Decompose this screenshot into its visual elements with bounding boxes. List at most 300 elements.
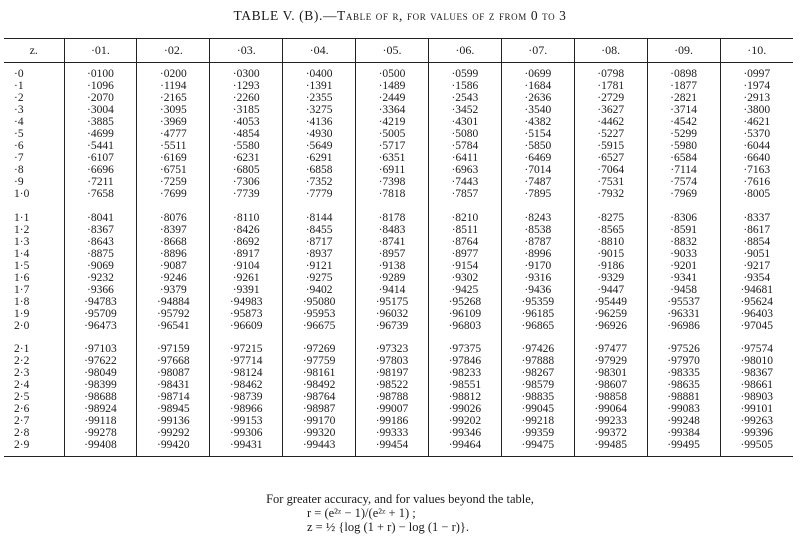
r-value-cell: ·99475 [501, 439, 574, 451]
r-value-cell: ·6640 [743, 152, 771, 165]
r-value-cell: ·7531 [574, 176, 647, 188]
r-value-cell: ·1489 [356, 80, 429, 92]
r-value-cell: ·5980 [647, 140, 720, 152]
r-value-cell: ·6527 [574, 152, 647, 164]
z-value-cell: 2·1 [4, 343, 64, 355]
r-value-cell: ·96803 [428, 320, 501, 332]
z-value-cell: ·8 [4, 164, 64, 176]
footnote-intro: For greater accuracy, and for values beyond the table, [266, 492, 534, 506]
r-value-cell: ·9425 [428, 284, 501, 296]
column-header: ·02. [137, 39, 210, 63]
group-spacer [4, 451, 793, 457]
r-value-cell: ·95268 [428, 296, 501, 308]
r-value-cell: ·6107 [64, 152, 137, 164]
table-row [4, 403, 793, 415]
z-value-cell: ·3 [4, 104, 64, 116]
r-value-cell: ·7616 [743, 176, 771, 189]
r-value-cell: ·1194 [137, 80, 210, 92]
r-value-cell: ·99233 [574, 415, 647, 427]
r-value-cell: ·98764 [283, 391, 356, 403]
table-row [4, 308, 793, 320]
r-value-cell: ·8367 [64, 224, 137, 236]
r-value-cell: ·8764 [428, 236, 501, 248]
z-value-cell: 2·9 [4, 439, 64, 451]
r-value-cell: ·8397 [137, 224, 210, 236]
r-value-cell: ·0100 [64, 68, 137, 80]
spacer-cell [64, 451, 137, 457]
spacer-cell [64, 201, 137, 212]
r-value-cell: ·2070 [64, 92, 137, 104]
z-value-cell: ·6 [4, 140, 64, 152]
r-value-cell: ·98367 [740, 367, 774, 380]
r-value-cell: ·97970 [647, 355, 720, 367]
z-value-cell: 1·4 [4, 248, 64, 260]
r-value-cell: ·98431 [137, 379, 210, 391]
r-value-cell: ·99292 [137, 427, 210, 439]
spacer-cell [283, 451, 356, 457]
r-value-cell: ·9275 [283, 272, 356, 284]
table-row [4, 188, 793, 200]
r-value-cell: ·8076 [137, 212, 210, 224]
table-row [4, 116, 793, 128]
r-value-cell: ·4053 [210, 116, 283, 128]
r-value-cell: ·9154 [428, 260, 501, 272]
z-value-cell: 1·5 [4, 260, 64, 272]
r-value-cell: ·98010 [740, 355, 774, 368]
r-value-cell: ·95709 [64, 308, 137, 320]
spacer-cell [4, 451, 64, 457]
r-value-cell: ·5370 [743, 128, 771, 141]
r-value-cell: ·96109 [428, 308, 501, 320]
table-row [4, 236, 793, 248]
r-value-cell: ·8178 [356, 212, 429, 224]
z-value-cell: ·7 [4, 152, 64, 164]
r-value-cell: ·98233 [428, 367, 501, 379]
z-value-cell: 2·4 [4, 379, 64, 391]
z-value-cell: ·1 [4, 80, 64, 92]
r-value-cell: ·98301 [574, 367, 647, 379]
r-value-cell: ·9015 [574, 248, 647, 260]
r-value-cell: ·8210 [428, 212, 501, 224]
r-value-cell: ·98335 [647, 367, 720, 379]
r-value-cell: ·7857 [428, 188, 501, 200]
r-value-cell: ·8483 [356, 224, 429, 236]
title-rest: —Table of r, for values of z from 0 to 3 [322, 8, 567, 23]
r-value-cell: ·9138 [356, 260, 429, 272]
spacer-cell [574, 201, 647, 212]
r-value-cell: ·9436 [501, 284, 574, 296]
table-row [4, 320, 793, 332]
r-value-cell: ·9121 [283, 260, 356, 272]
spacer-cell [356, 201, 429, 212]
table-row [4, 272, 793, 284]
r-value-cell: ·3095 [137, 104, 210, 116]
r-value-cell: ·9379 [137, 284, 210, 296]
r-value-cell: ·8810 [574, 236, 647, 248]
spacer-cell [356, 332, 429, 343]
table-row [4, 140, 793, 152]
r-value-cell: ·3004 [64, 104, 137, 116]
spacer-cell [501, 201, 574, 212]
spacer-cell [137, 201, 210, 212]
z-value-cell: ·0 [4, 68, 64, 80]
r-value-cell: ·7818 [356, 188, 429, 200]
r-value-cell: ·99083 [647, 403, 720, 415]
r-value-cell: ·6469 [501, 152, 574, 164]
r-value-cell: ·4462 [574, 116, 647, 128]
r-value-cell: ·9447 [574, 284, 647, 296]
r-value-cell: ·97426 [501, 343, 574, 355]
column-header: ·06. [428, 39, 501, 63]
r-value-cell: ·99372 [574, 427, 647, 439]
r-value-cell: ·0898 [647, 68, 720, 80]
z-value-cell: 2·5 [4, 391, 64, 403]
r-value-cell: ·8337 [743, 211, 771, 224]
r-value-cell: ·7064 [574, 164, 647, 176]
spacer-cell [210, 201, 283, 212]
r-value-cell: ·9033 [647, 248, 720, 260]
r-value-cell: ·99186 [356, 415, 429, 427]
r-value-cell: ·9261 [210, 272, 283, 284]
z-value-cell: 2·0 [4, 320, 64, 332]
r-value-cell: ·4301 [428, 116, 501, 128]
r-value-cell: ·2821 [647, 92, 720, 104]
column-header: ·01. [64, 39, 137, 63]
r-value-cell: ·97574 [740, 343, 774, 355]
r-value-cell: ·96032 [356, 308, 429, 320]
z-value-cell: 1·6 [4, 272, 64, 284]
r-value-cell: ·6411 [428, 152, 501, 164]
r-value-cell: ·98739 [210, 391, 283, 403]
r-value-cell: ·3540 [501, 104, 574, 116]
r-value-cell: ·99026 [428, 403, 501, 415]
r-value-cell: ·8455 [283, 224, 356, 236]
spacer-cell [356, 451, 429, 457]
table-row [4, 415, 793, 427]
table-title [0, 8, 800, 24]
r-value-cell: ·7739 [210, 188, 283, 200]
r-value-cell: ·94983 [210, 296, 283, 308]
r-value-cell: ·5080 [428, 128, 501, 140]
r-value-cell: ·98462 [210, 379, 283, 391]
spacer-cell [283, 332, 356, 343]
r-value-cell: ·98087 [137, 367, 210, 379]
r-value-cell: ·1974 [743, 80, 771, 93]
header-row [4, 39, 793, 63]
r-value-cell: ·1877 [647, 80, 720, 92]
r-value-cell: ·3627 [574, 104, 647, 116]
r-value-cell: ·8741 [356, 236, 429, 248]
z-value-cell: ·9 [4, 176, 64, 188]
r-value-cell: ·99118 [64, 415, 137, 427]
r-value-cell: ·98661 [740, 379, 774, 392]
r-value-cell: ·0599 [428, 68, 501, 80]
r-value-cell: ·5580 [210, 140, 283, 152]
r-value-cell: ·99431 [210, 439, 283, 451]
column-header: ·08. [574, 39, 647, 63]
r-value-cell: ·96926 [574, 320, 647, 332]
r-value-cell: ·6584 [647, 152, 720, 164]
r-value-cell: ·99045 [501, 403, 574, 415]
table-row [4, 68, 793, 80]
column-header-z: z. [4, 39, 64, 63]
r-value-cell: ·98161 [283, 367, 356, 379]
spacer-cell [720, 451, 793, 457]
r-value-cell: ·1293 [210, 80, 283, 92]
spacer-cell [4, 201, 64, 212]
r-value-cell: ·3714 [647, 104, 720, 116]
r-value-cell: ·97929 [574, 355, 647, 367]
z-value-cell: 2·6 [4, 403, 64, 415]
spacer-cell [501, 332, 574, 343]
r-value-cell: ·9366 [64, 284, 137, 296]
title-sub: (B). [299, 8, 323, 23]
r-value-cell: ·97103 [64, 343, 137, 355]
column-header: ·05. [356, 39, 429, 63]
r-value-cell: ·99485 [574, 439, 647, 451]
r-value-cell: ·9087 [137, 260, 210, 272]
group-spacer [4, 201, 793, 212]
r-value-cell: ·9104 [210, 260, 283, 272]
spacer-cell [428, 201, 501, 212]
r-value-cell: ·98835 [501, 391, 574, 403]
spacer-cell [501, 451, 574, 457]
r-value-cell: ·8875 [64, 248, 137, 260]
spacer-cell [574, 332, 647, 343]
r-value-cell: ·8005 [743, 188, 771, 201]
footnote [0, 492, 800, 534]
r-value-cell: ·99263 [740, 415, 774, 428]
r-value-cell: ·6858 [283, 164, 356, 176]
r-value-cell: ·97215 [210, 343, 283, 355]
r-value-cell: ·99359 [501, 427, 574, 439]
r-value-cell: ·7574 [647, 176, 720, 188]
r-value-cell: ·2449 [356, 92, 429, 104]
r-value-cell: ·2355 [283, 92, 356, 104]
r-value-cell: ·97714 [210, 355, 283, 367]
r-value-cell: ·7699 [137, 188, 210, 200]
r-value-cell: ·9402 [283, 284, 356, 296]
r-value-cell: ·8565 [574, 224, 647, 236]
z-value-cell: ·4 [4, 116, 64, 128]
r-value-cell: ·99278 [64, 427, 137, 439]
z-value-cell: ·2 [4, 92, 64, 104]
r-value-cell: ·7259 [137, 176, 210, 188]
z-value-cell: ·5 [4, 128, 64, 140]
r-value-cell: ·99454 [356, 439, 429, 451]
r-value-cell: ·94681 [740, 283, 774, 296]
r-value-cell: ·9302 [428, 272, 501, 284]
r-value-cell: ·9289 [356, 272, 429, 284]
r-value-cell: ·8977 [428, 248, 501, 260]
r-value-cell: ·96259 [574, 308, 647, 320]
r-value-cell: ·5784 [428, 140, 501, 152]
r-value-cell: ·97045 [740, 319, 774, 332]
z-value-cell: 2·7 [4, 415, 64, 427]
r-value-cell: ·94783 [64, 296, 137, 308]
z-value-cell: 1·7 [4, 284, 64, 296]
r-value-cell: ·95449 [574, 296, 647, 308]
r-value-cell: ·8243 [501, 212, 574, 224]
r-value-cell: ·97269 [283, 343, 356, 355]
spacer-cell [283, 201, 356, 212]
r-value-cell: ·99443 [283, 439, 356, 451]
r-value-cell: ·7114 [647, 164, 720, 176]
r-value-cell: ·98124 [210, 367, 283, 379]
r-value-cell: ·99346 [428, 427, 501, 439]
table-row [4, 104, 793, 116]
r-value-cell: ·8538 [501, 224, 574, 236]
r-value-cell: ·97375 [428, 343, 501, 355]
z-value-cell: 1·9 [4, 308, 64, 320]
r-value-cell: ·98267 [501, 367, 574, 379]
r-value-cell: ·98858 [574, 391, 647, 403]
r-value-cell: ·9232 [64, 272, 137, 284]
r-value-cell: ·7779 [283, 188, 356, 200]
r-value-cell: ·98714 [137, 391, 210, 403]
r-value-cell: ·98688 [64, 391, 137, 403]
r-value-cell: ·7658 [64, 188, 137, 200]
r-value-cell: ·99064 [574, 403, 647, 415]
r-value-cell: ·0997 [743, 68, 771, 81]
r-value-cell: ·96609 [210, 320, 283, 332]
r-value-cell: ·4621 [743, 116, 771, 129]
r-value-cell: ·7211 [64, 176, 137, 188]
table-row [4, 343, 793, 355]
spacer-cell [4, 332, 64, 343]
table-row [4, 164, 793, 176]
r-value-cell: ·94884 [137, 296, 210, 308]
r-value-cell: ·1684 [501, 80, 574, 92]
r-value-cell: ·97888 [501, 355, 574, 367]
formula-z: z = ½ {log (1 + r) − log (1 − r)}. [307, 520, 470, 534]
r-values-table [4, 38, 793, 457]
r-value-cell: ·2636 [501, 92, 574, 104]
r-value-cell: ·2913 [743, 92, 771, 105]
table-row [4, 260, 793, 272]
r-value-cell: ·6751 [137, 164, 210, 176]
r-value-cell: ·8717 [283, 236, 356, 248]
r-value-cell: ·98966 [210, 403, 283, 415]
r-value-cell: ·99153 [210, 415, 283, 427]
table-row [4, 92, 793, 104]
r-value-cell: ·1586 [428, 80, 501, 92]
r-value-cell: ·6963 [428, 164, 501, 176]
r-value-cell: ·7014 [501, 164, 574, 176]
r-value-cell: ·98635 [647, 379, 720, 391]
r-value-cell: ·7163 [743, 164, 771, 177]
r-value-cell: ·5915 [574, 140, 647, 152]
z-value-cell: 2·2 [4, 355, 64, 367]
r-value-cell: ·95175 [356, 296, 429, 308]
r-value-cell: ·95873 [210, 308, 283, 320]
r-value-cell: ·99101 [740, 403, 774, 416]
table-row [4, 248, 793, 260]
r-value-cell: ·5005 [356, 128, 429, 140]
r-value-cell: ·8957 [356, 248, 429, 260]
z-value-cell: 1·0 [4, 188, 64, 200]
r-value-cell: ·1391 [283, 80, 356, 92]
r-value-cell: ·0699 [501, 68, 574, 80]
r-value-cell: ·9246 [137, 272, 210, 284]
spacer-cell [428, 451, 501, 457]
r-value-cell: ·3185 [210, 104, 283, 116]
group-spacer [4, 332, 793, 343]
r-value-cell: ·96541 [137, 320, 210, 332]
spacer-cell [137, 451, 210, 457]
z-value-cell: 2·3 [4, 367, 64, 379]
r-value-cell: ·98049 [64, 367, 137, 379]
r-value-cell: ·2165 [137, 92, 210, 104]
r-value-cell: ·99420 [137, 439, 210, 451]
r-value-cell: ·8668 [137, 236, 210, 248]
r-value-cell: ·9170 [501, 260, 574, 272]
r-value-cell: ·99170 [283, 415, 356, 427]
r-value-cell: ·98579 [501, 379, 574, 391]
r-value-cell: ·9217 [743, 259, 771, 272]
r-value-cell: ·5649 [283, 140, 356, 152]
r-value-cell: ·99320 [283, 427, 356, 439]
r-value-cell: ·9391 [210, 284, 283, 296]
r-value-cell: ·7306 [210, 176, 283, 188]
r-value-cell: ·9051 [743, 247, 771, 260]
r-value-cell: ·98607 [574, 379, 647, 391]
r-value-cell: ·4136 [283, 116, 356, 128]
r-value-cell: ·1096 [64, 80, 137, 92]
r-value-cell: ·96675 [283, 320, 356, 332]
r-value-cell: ·98492 [283, 379, 356, 391]
r-value-cell: ·0500 [356, 68, 429, 80]
r-value-cell: ·98522 [356, 379, 429, 391]
r-value-cell: ·95792 [137, 308, 210, 320]
r-value-cell: ·0798 [574, 68, 647, 80]
column-header: ·10. [720, 39, 793, 63]
r-value-cell: ·98987 [283, 403, 356, 415]
table-row [4, 152, 793, 164]
r-value-cell: ·99202 [428, 415, 501, 427]
r-value-cell: ·99007 [356, 403, 429, 415]
table-row [4, 224, 793, 236]
table-row [4, 355, 793, 367]
r-value-cell: ·8617 [743, 223, 771, 236]
r-value-cell: ·7487 [501, 176, 574, 188]
r-value-cell: ·3364 [356, 104, 429, 116]
r-value-cell: ·95080 [283, 296, 356, 308]
r-value-cell: ·97668 [137, 355, 210, 367]
column-header: ·09. [647, 39, 720, 63]
column-header: ·07. [501, 39, 574, 63]
r-value-cell: ·9458 [647, 284, 720, 296]
r-value-cell: ·7352 [283, 176, 356, 188]
r-value-cell: ·8041 [64, 212, 137, 224]
table-row [4, 367, 793, 379]
r-value-cell: ·3275 [283, 104, 356, 116]
r-value-cell: ·96331 [647, 308, 720, 320]
r-value-cell: ·2260 [210, 92, 283, 104]
r-value-cell: ·0200 [137, 68, 210, 80]
spacer-cell [64, 332, 137, 343]
r-value-cell: ·6291 [283, 152, 356, 164]
spacer-cell [428, 332, 501, 343]
r-value-cell: ·3452 [428, 104, 501, 116]
r-value-cell: ·7895 [501, 188, 574, 200]
r-value-cell: ·95624 [740, 295, 774, 308]
table-row [4, 80, 793, 92]
r-value-cell: ·8996 [501, 248, 574, 260]
r-value-cell: ·2729 [574, 92, 647, 104]
r-value-cell: ·8937 [283, 248, 356, 260]
r-value-cell: ·96739 [356, 320, 429, 332]
